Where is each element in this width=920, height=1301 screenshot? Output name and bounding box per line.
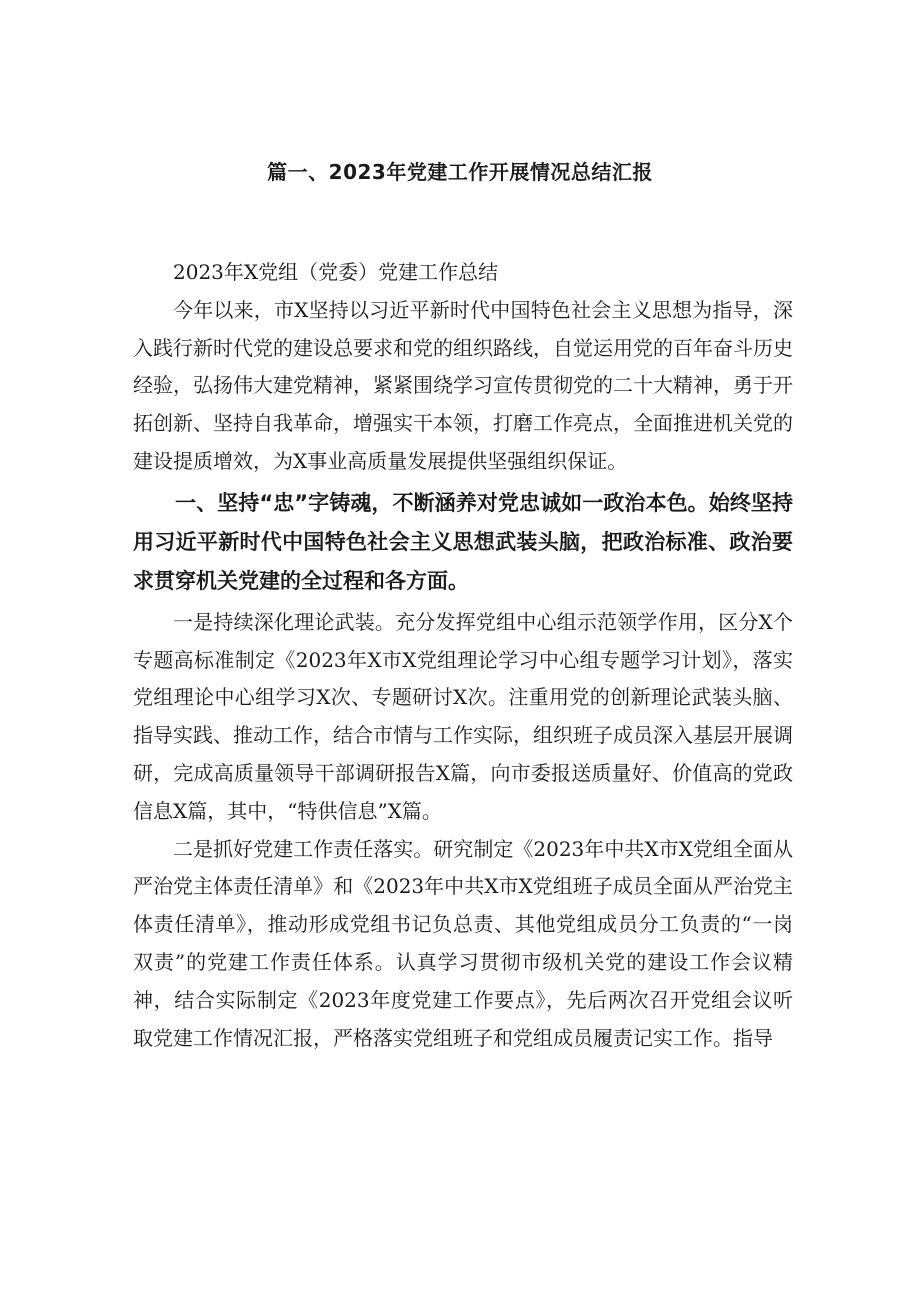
section-heading-1: 一、坚持“忠”字铸魂，不断涵养对党忠诚如一政治本色。始终坚持用习近平新时代中国特色社会主义思想武装头脑，把政治标准、政治要求贯穿机关党建的全过程和各方面。 — [133, 490, 793, 593]
document-title: 篇一、2023年党建工作开展情况总结汇报 — [267, 160, 653, 184]
body-paragraph-theory: 一是持续深化理论武装。充分发挥党组中心组示范领学作用，区分X个专题高标准制定《2023年X市X党组理论学习中心组专题学习计划》，落实党组理论中心组学习X次、专题研讨X次。注重用党的创新理论武装头脑、指导实践、推动工作，结合市情与工作实际，组织班子成员深入基层开展调研，完成高质量领导干部调研报告X篇，向市委报送质量好、价值高的党政信息X篇，其中，“特供信息”X篇。 — [133, 609, 793, 823]
intro-paragraph: 今年以来，市X坚持以习近平新时代中国特色社会主义思想为指导，深入践行新时代党的建设总要求和党的组织路线，自觉运用党的百年奋斗历史经验，弘扬伟大建党精神，紧紧围绕学习宣传贯彻党的二十大精神，勇于开拓创新、坚持自我革命，增强实干本领，打磨工作亮点，全面推进机关党的建设提质增效，为X事业高质量发展提供坚强组织保证。 — [133, 297, 793, 473]
document-body — [133, 254, 793, 1057]
section-subtitle: 2023年X党组（党委）党建工作总结 — [173, 260, 499, 284]
body-paragraph-responsibility: 二是抓好党建工作责任落实。研究制定《2023年中共X市X党组全面从严治党主体责任清单》和《2023年中共X市X党组班子成员全面从严治党主体责任清单》，推动形成党组书记负总责、其他党组成员分工负责的“一岗双责”的党建工作责任体系。认真学习贯彻市级机关党的建设工作会议精神，结合实际制定《2023年度党建工作要点》，先后两次召开党组会议听取党建工作情况汇报，严格落实党组班子和党组成员履责记实工作。指导 — [133, 836, 793, 1050]
